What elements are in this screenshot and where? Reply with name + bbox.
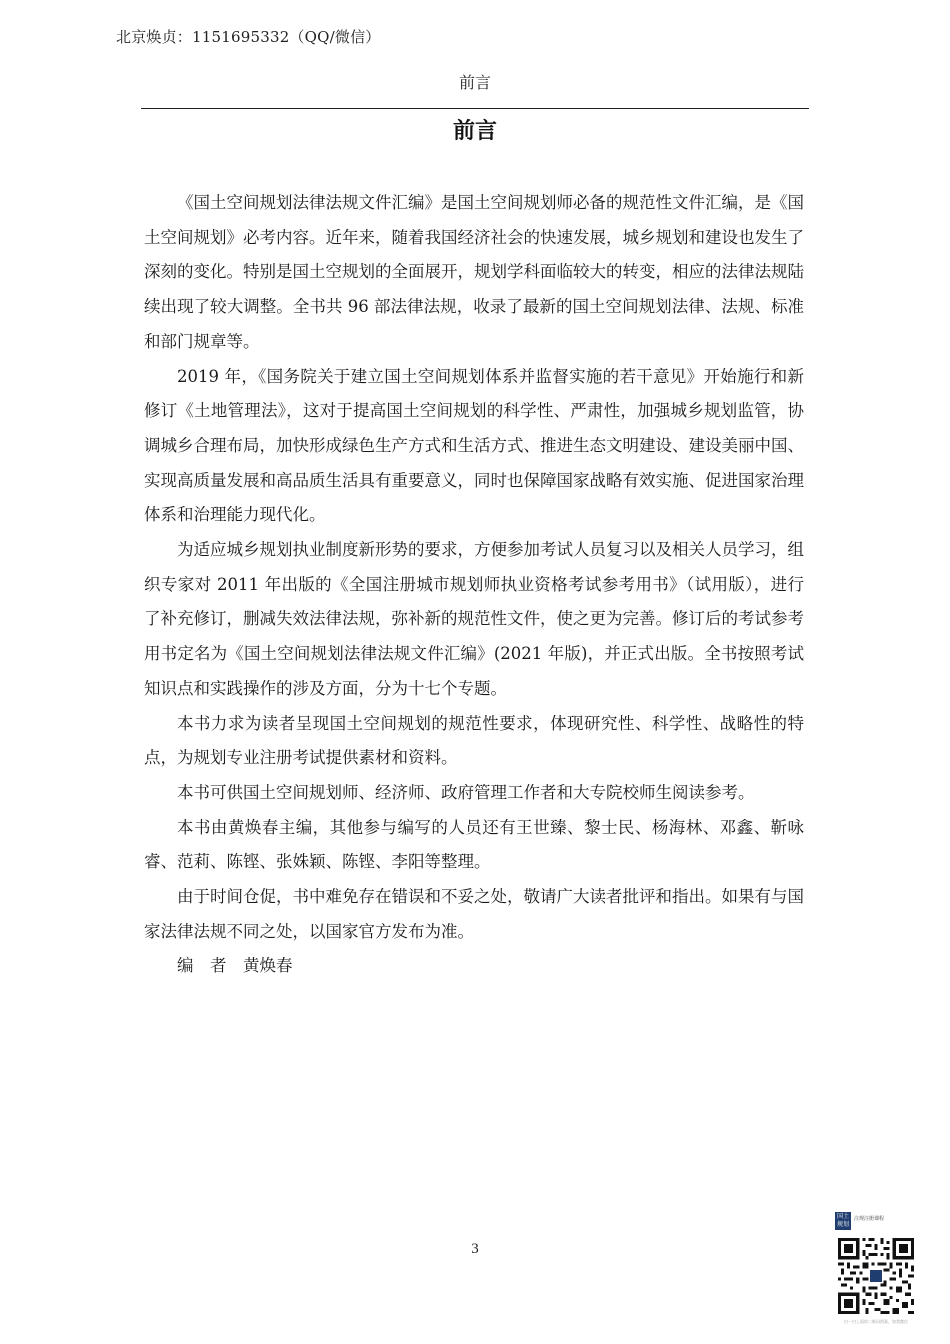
paragraph: 本书力求为读者呈现国土空间规划的规范性要求，体现研究性、科学性、战略性的特点，为规划专业注册考试提供素材和资料。: [144, 713, 804, 768]
running-head: 前言: [458, 73, 491, 92]
brand-logo-icon: 国土规划: [836, 1213, 849, 1228]
paragraph: 《国土空间规划法律法规文件汇编》是国土空间规划师必备的规范性文件汇编，是《国土空间规划》必考内容。近年来，随着我国经济社会的快速发展，城乡规划和建设也发生了深刻的变化。特别是国土空规划的全面展开，规划学科面临较大的转变，相应的法律法规陆续出现了较大调整。全书共 96 部法律法规，收录了最新的国土空间规划法律、法规、标准和部门规章等。: [144, 193, 804, 351]
header-contact-note: 北京焕贞：1151695332（QQ/微信）: [116, 28, 381, 46]
qr-code-icon[interactable]: [838, 1238, 914, 1314]
paragraph: 为适应城乡规划执业制度新形势的要求，方便参加考试人员复习以及相关人员学习，组织专家对 2011 年出版的《全国注册城市规划师执业资格考试参考用书》（试用版），进行了补充修订，删减失效法律法规，弥补新的规范性文件，使之更为完善。修订后的考试参考用书定名为《国土空间规划法律法规文件汇编》(2021 年版)，并正式出版。全书按照考试知识点和实践操作的涉及方面，分为十七个专题。: [144, 540, 804, 698]
page-number: 3: [471, 1241, 479, 1257]
paragraph: 本书可供国土空间规划师、经济师、政府管理工作者和大专院校师生阅读参考。: [177, 782, 755, 802]
paragraph: 2019 年，《国务院关于建立国土空间规划体系并监督实施的若干意见》开始施行和新修订《土地管理法》，这对于提高国土空间规划的科学性、严肃性，加强城乡规划监管，协调城乡合理布局，加快形成绿色生产方式和生活方式、推进生态文明建设、建设美丽中国、实现高质量发展和高品质生活具有重要意义，同时也保障国家战略有效实施、促进国家治理体系和治理能力现代化。: [144, 366, 804, 525]
editor-signature: 编 者 黄焕春: [177, 956, 293, 976]
paragraph: 本书由黄焕春主编，其他参与编写的人员还有王世臻、黎士民、杨海林、邓鑫、靳咏睿、范莉、陈铿、张姝颖、陈铿、李阳等整理。: [144, 817, 804, 872]
page-title: 前言: [452, 119, 497, 144]
brand-text: 注规注册课程: [854, 1216, 885, 1222]
qr-brand-row: [835, 1210, 917, 1232]
qr-caption: 扫一扫上面的二维码图案，加我微信: [844, 1319, 908, 1324]
header-rule: [141, 108, 809, 109]
qr-code-block: [835, 1210, 917, 1330]
paragraph: 由于时间仓促，书中难免存在错误和不妥之处，敬请广大读者批评和指出。如果有与国家法律法规不同之处，以国家官方发布为准。: [144, 887, 804, 941]
preface-body: [144, 186, 804, 984]
